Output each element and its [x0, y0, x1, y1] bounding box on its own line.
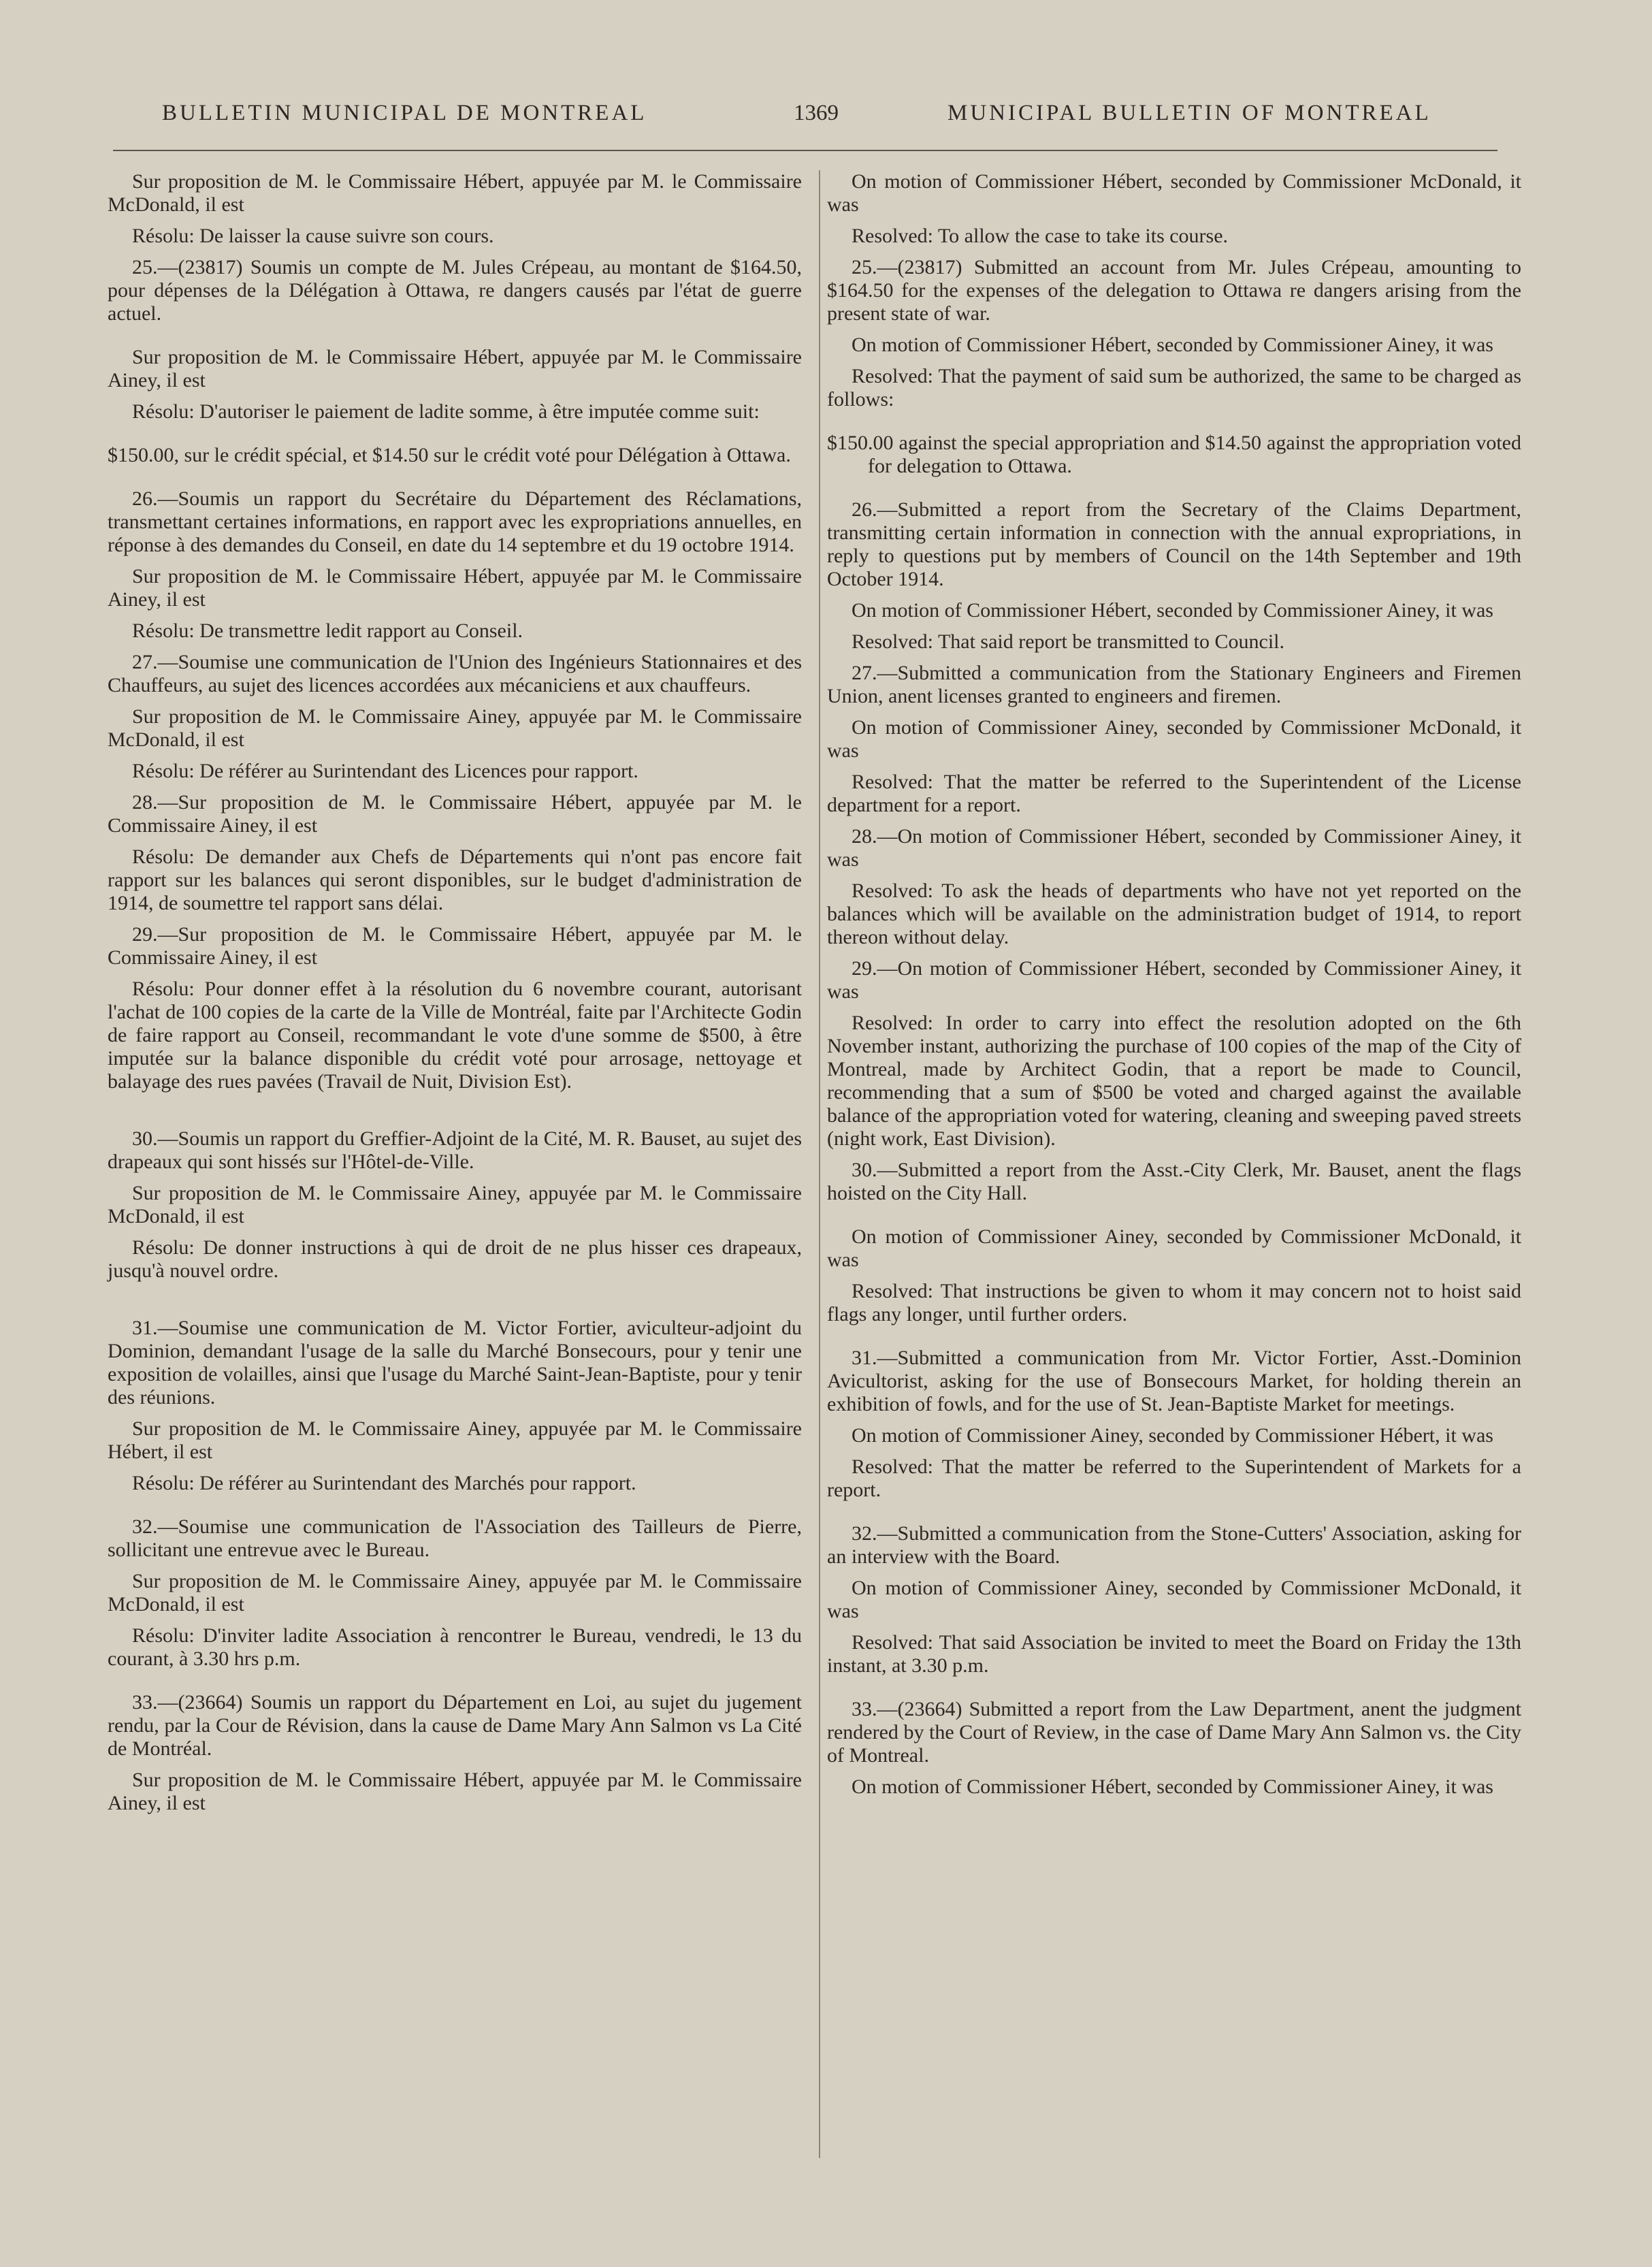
paragraph: Resolved: That instructions be given to whom it may concern not to hoist said flags any longer, until further orders.: [827, 1280, 1521, 1325]
paragraph: Sur proposition de M. le Commissaire Hébert, appuyée par M. le Commissaire Ainey, il est: [108, 1769, 802, 1814]
paragraph: 28.—On motion of Commissioner Hébert, seconded by Commissioner Ainey, it was: [827, 825, 1521, 871]
paragraph: 33.—(23664) Submitted a report from the Law Department, anent the judgment rendered by the Court of Review, in the case of Dame Mary Ann Salmon vs. the City of Montreal.: [827, 1698, 1521, 1767]
paragraph: 26.—Submitted a report from the Secretary of the Claims Department, transmitting certain information in connection with the annual expropriations, in reply to questions put by members of Council on the 14th September and 19th October 1914.: [827, 498, 1521, 590]
paragraph: Résolu: De référer au Surintendant des Licences pour rapport.: [132, 760, 638, 782]
paragraph: 30.—Submitted a report from the Asst.-City Clerk, Mr. Bauset, anent the flags hoisted on the City Hall.: [827, 1159, 1521, 1204]
paragraph: Résolu: De laisser la cause suivre son cours.: [132, 225, 494, 247]
paragraph: Sur proposition de M. le Commissaire Ainey, appuyée par M. le Commissaire McDonald, il est: [108, 705, 802, 751]
paragraph: 27.—Submitted a communication from the Stationary Engineers and Firemen Union, anent licenses granted to engineers and firemen.: [827, 662, 1521, 707]
paragraph: 32.—Soumise une communication de l'Association des Tailleurs de Pierre, sollicitant une entrevue avec le Bureau.: [108, 1515, 802, 1561]
paragraph: 29.—On motion of Commissioner Hébert, seconded by Commissioner Ainey, it was: [827, 957, 1521, 1003]
paragraph: Résolu: D'inviter ladite Association à rencontrer le Bureau, vendredi, le 13 du courant, à 3.30 hrs p.m.: [108, 1624, 802, 1670]
paragraph: On motion of Commissioner Hébert, seconded by Commissioner Ainey, it was: [852, 1775, 1493, 1798]
paragraph: On motion of Commissioner Ainey, seconded by Commissioner McDonald, it was: [827, 716, 1521, 762]
paragraph: On motion of Commissioner Ainey, seconded by Commissioner Hébert, it was: [852, 1424, 1493, 1447]
paragraph: 28.—Sur proposition de M. le Commissaire Hébert, appuyée par M. le Commissaire Ainey, il est: [108, 791, 802, 837]
paragraph: Résolu: De donner instructions à qui de droit de ne plus hisser ces drapeaux, jusqu'à nouvel ordre.: [108, 1236, 802, 1282]
paragraph: On motion of Commissioner Ainey, seconded by Commissioner McDonald, it was: [827, 1577, 1521, 1622]
paragraph: 30.—Soumis un rapport du Greffier-Adjoint de la Cité, M. R. Bauset, au sujet des drapeaux qui sont hissés sur l'Hôtel-de-Ville.: [108, 1127, 802, 1173]
paragraph: Resolved: That the matter be referred to the Superintendent of Markets for a report.: [827, 1456, 1521, 1501]
paragraph: Sur proposition de M. le Commissaire Hébert, appuyée par M. le Commissaire Ainey, il est: [108, 565, 802, 611]
paragraph: Sur proposition de M. le Commissaire Ainey, appuyée par M. le Commissaire Hébert, il est: [108, 1417, 802, 1463]
paragraph: Sur proposition de M. le Commissaire Hébert, appuyée par M. le Commissaire Ainey, il est: [108, 346, 802, 391]
paragraph: Sur proposition de M. le Commissaire Hébert, appuyée par M. le Commissaire McDonald, il est: [108, 170, 802, 216]
paragraph: 25.—(23817) Soumis un compte de M. Jules Crépeau, au montant de $164.50, pour dépenses de la Délégation à Ottawa, re dangers causés par l'état de guerre actuel.: [108, 256, 802, 325]
paragraph: Résolu: D'autoriser le paiement de ladite somme, à être imputée comme suit:: [132, 400, 760, 423]
paragraph: On motion of Commissioner Ainey, seconded by Commissioner McDonald, it was: [827, 1225, 1521, 1271]
paragraph: Sur proposition de M. le Commissaire Ainey, appuyée par M. le Commissaire McDonald, il est: [108, 1182, 802, 1227]
paragraph: Resolved: That said report be transmitted to Council.: [852, 630, 1284, 653]
column-divider: [819, 170, 820, 2158]
paragraph: 27.—Soumise une communication de l'Union des Ingénieurs Stationnaires et des Chauffeurs, au sujet des licences accordées aux mécaniciens et aux chauffeurs.: [108, 651, 802, 696]
paragraph: Résolu: De référer au Surintendant des Marchés pour rapport.: [132, 1472, 636, 1494]
paragraph: Résolu: De transmettre ledit rapport au Conseil.: [132, 620, 523, 642]
french-column: [108, 170, 802, 1815]
paragraph: Resolved: In order to carry into effect the resolution adopted on the 6th November instant, authorizing the purchase of 100 copies of the map of the City of Montreal, made by Architect Godin, that a report be made to Council, recommending that a sum of $500 be voted and charged against the available balance of the appropriation voted for watering, cleaning and sweeping paved streets (night work, East Division).: [827, 1012, 1521, 1150]
paragraph: 31.—Soumise une communication de M. Victor Fortier, aviculteur-adjoint du Dominion, demandant l'usage de la salle du Marché Bonsecours, pour y tenir une exposition de volailles, ainsi que l'usage du Marché Saint-Jean-Baptiste, pour y tenir des réunions.: [108, 1317, 802, 1409]
paragraph: Résolu: Pour donner effet à la résolution du 6 novembre courant, autorisant l'achat de 100 copies de la carte de la Ville de Montréal, faite par l'Architecte Godin de faire rapport au Conseil, recommandant le vote d'une somme de $500, à être imputée sur la balance disponible du crédit voté pour arrosage, nettoyage et balayage des rues pavées (Travail de Nuit, Division Est).: [108, 978, 802, 1093]
paragraph: 26.—Soumis un rapport du Secrétaire du Département des Réclamations, transmettant certaines informations, en rapport avec les expropriations annuelles, en réponse à des demandes du Conseil, en date du 14 septembre et du 19 octobre 1914.: [108, 487, 802, 556]
paragraph: $150.00 against the special appropriation and $14.50 against the appropriation voted for delegation to Ottawa.: [827, 432, 1521, 477]
paragraph: 33.—(23664) Soumis un rapport du Département en Loi, au sujet du jugement rendu, par la Cour de Révision, dans la cause de Dame Mary Ann Salmon vs La Cité de Montréal.: [108, 1691, 802, 1760]
paragraph: 29.—Sur proposition de M. le Commissaire Hébert, appuyée par M. le Commissaire Ainey, il est: [108, 923, 802, 969]
header-rule: [113, 150, 1497, 151]
paragraph: $150.00, sur le crédit spécial, et $14.50 sur le crédit voté pour Délégation à Ottawa.: [108, 444, 791, 466]
paragraph: On motion of Commissioner Hébert, seconded by Commissioner McDonald, it was: [827, 170, 1521, 216]
page-number: 1369: [794, 101, 839, 125]
paragraph: Sur proposition de M. le Commissaire Ainey, appuyée par M. le Commissaire McDonald, il est: [108, 1570, 802, 1615]
english-column: [827, 170, 1521, 1799]
paragraph: 25.—(23817) Submitted an account from Mr. Jules Crépeau, amounting to $164.50 for the expenses of the delegation to Ottawa re dangers arising from the present state of war.: [827, 256, 1521, 325]
paragraph: Resolved: That the payment of said sum be authorized, the same to be charged as follows:: [827, 365, 1521, 411]
paragraph: Résolu: De demander aux Chefs de Départements qui n'ont pas encore fait rapport sur les balances qui seront disponibles, sur le budget d'administration de 1914, de soumettre tel rapport sans délai.: [108, 846, 802, 914]
header-french-title: BULLETIN MUNICIPAL DE MONTREAL: [162, 101, 647, 125]
header-english-title: MUNICIPAL BULLETIN OF MONTREAL: [948, 101, 1431, 125]
paragraph: 32.—Submitted a communication from the Stone-Cutters' Association, asking for an interview with the Board.: [827, 1522, 1521, 1568]
paragraph: Resolved: To ask the heads of departments who have not yet reported on the balances which will be available on the administration budget of 1914, to report thereon without delay.: [827, 880, 1521, 948]
paragraph: Resolved: That the matter be referred to the Superintendent of the License department for a report.: [827, 771, 1521, 816]
paragraph: 31.—Submitted a communication from Mr. Victor Fortier, Asst.-Dominion Avicultorist, asking for the use of Bonsecours Market, for holding therein an exhibition of fowls, and for the use of St. Jean-Baptiste Market for meetings.: [827, 1347, 1521, 1415]
paragraph: On motion of Commissioner Hébert, seconded by Commissioner Ainey, it was: [852, 599, 1493, 622]
paragraph: On motion of Commissioner Hébert, seconded by Commissioner Ainey, it was: [852, 334, 1493, 356]
paragraph: Resolved: That said Association be invited to meet the Board on Friday the 13th instant, at 3.30 p.m.: [827, 1631, 1521, 1677]
paragraph: Resolved: To allow the case to take its course.: [852, 225, 1229, 247]
page-header: [0, 101, 1652, 142]
